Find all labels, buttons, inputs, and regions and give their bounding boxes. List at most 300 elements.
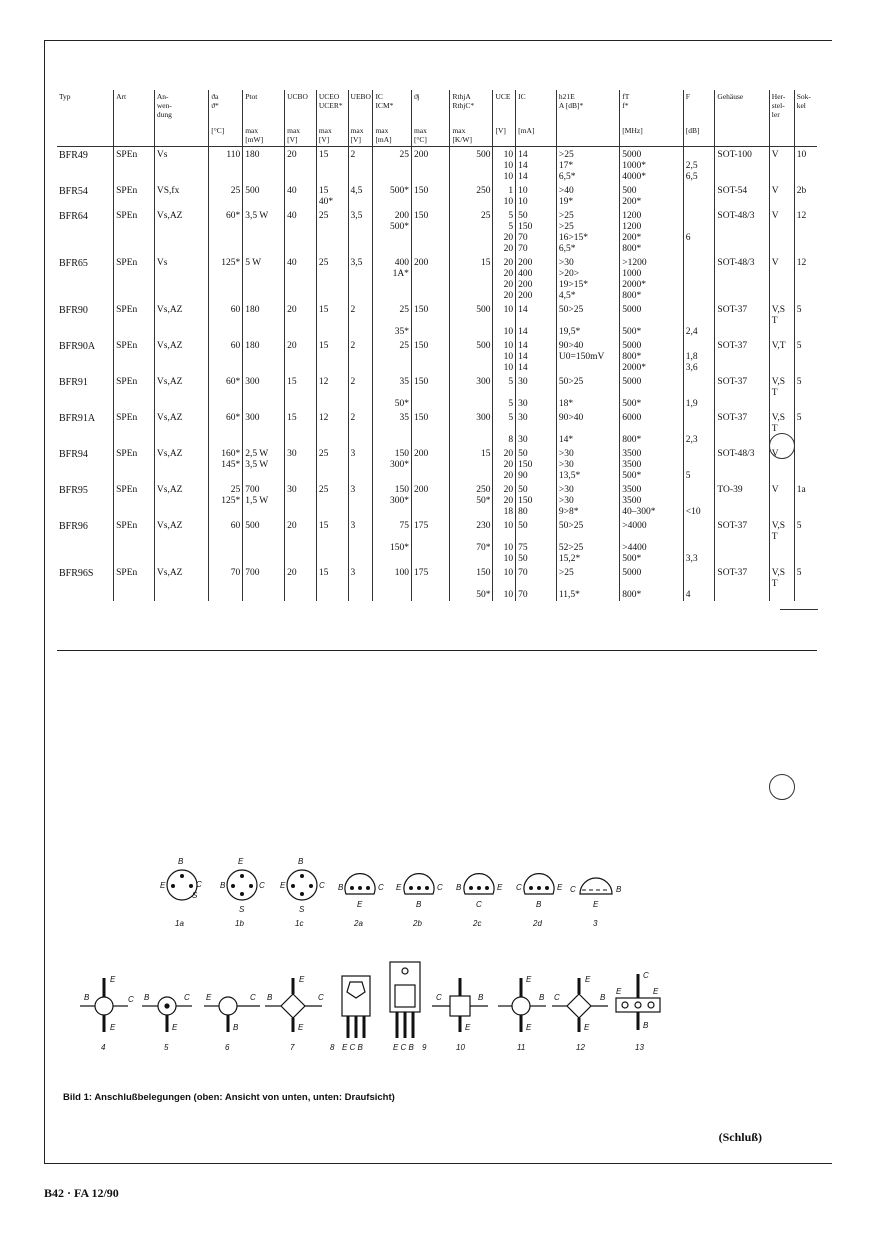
table-cell	[209, 244, 243, 255]
pinout-11	[498, 978, 546, 1032]
table-cell: 40	[285, 255, 317, 269]
table-cell	[114, 291, 155, 302]
table-cell	[411, 197, 450, 208]
table-cell	[794, 327, 817, 338]
svg-text:10: 10	[456, 1043, 465, 1052]
column-header: fT f*	[620, 90, 683, 126]
table-cell: 15	[316, 518, 348, 543]
table-cell: SPEn	[114, 183, 155, 197]
svg-text:E: E	[110, 1023, 116, 1032]
table-cell: 70	[516, 590, 557, 601]
table-cell	[316, 435, 348, 446]
table-cell: 10	[516, 197, 557, 208]
table-cell	[57, 507, 114, 518]
table-cell: 2,3	[683, 435, 715, 446]
table-cell: V,S T	[769, 565, 794, 590]
table-cell	[114, 554, 155, 565]
table-cell	[285, 496, 317, 507]
table-cell	[154, 233, 208, 244]
table-cell	[285, 399, 317, 410]
table-cell: SPEn	[114, 518, 155, 543]
table-cell	[450, 172, 493, 183]
table-cell	[285, 222, 317, 233]
svg-text:C: C	[128, 995, 134, 1004]
table-cell: 10	[493, 172, 516, 183]
table-cell	[114, 507, 155, 518]
table-cell: 500*	[620, 327, 683, 338]
table-cell	[285, 280, 317, 291]
table-cell: 180	[243, 338, 285, 352]
table-cell: SPEn	[114, 482, 155, 496]
table-cell: 700	[243, 482, 285, 496]
table-cell	[450, 554, 493, 565]
table-cell	[769, 363, 794, 374]
table-cell: V	[769, 208, 794, 222]
svg-text:S: S	[299, 905, 305, 914]
table-cell	[683, 338, 715, 352]
table-cell	[114, 399, 155, 410]
table-cell	[209, 543, 243, 554]
table-cell	[411, 172, 450, 183]
table-cell	[243, 269, 285, 280]
table-cell	[114, 327, 155, 338]
table-cell	[769, 244, 794, 255]
table-cell: 16>15*	[556, 233, 619, 244]
table-cell	[373, 280, 412, 291]
table-cell	[316, 327, 348, 338]
svg-text:B: B	[456, 883, 462, 892]
pinout-4	[80, 978, 128, 1032]
table-bottom-rule	[57, 650, 817, 651]
table-cell	[683, 269, 715, 280]
svg-text:B: B	[643, 1021, 649, 1030]
column-header: An- wen- dung	[154, 90, 208, 126]
table-cell: 200*	[620, 197, 683, 208]
table-cell	[209, 233, 243, 244]
table-cell: 15	[316, 183, 348, 197]
svg-text:12: 12	[576, 1043, 585, 1052]
table-header-row	[57, 90, 817, 126]
table-cell: Vs,AZ	[154, 446, 208, 460]
table-cell	[683, 482, 715, 496]
table-cell: 200	[411, 446, 450, 460]
table-row	[57, 446, 817, 460]
table-cell: 500	[450, 338, 493, 352]
table-cell	[683, 496, 715, 507]
table-cell: 25	[373, 302, 412, 327]
column-unit: max [°C]	[411, 126, 450, 147]
table-cell	[114, 471, 155, 482]
table-cell	[794, 222, 817, 233]
table-cell: BFR94	[59, 449, 88, 460]
table-cell	[285, 352, 317, 363]
table-cell	[450, 244, 493, 255]
table-cell: 3,5 W	[243, 208, 285, 222]
table-cell: 3,5 W	[243, 460, 285, 471]
column-header: F	[683, 90, 715, 126]
table-cell	[769, 471, 794, 482]
table-cell: 5	[493, 374, 516, 399]
table-cell	[57, 291, 114, 302]
table-row	[57, 471, 817, 482]
table-cell	[715, 471, 769, 482]
table-cell	[683, 183, 715, 197]
table-cell	[154, 471, 208, 482]
table-cell: 75	[373, 518, 412, 543]
table-cell: 2	[348, 410, 373, 435]
table-cell	[154, 161, 208, 172]
svg-text:C: C	[437, 883, 443, 892]
table-cell	[209, 554, 243, 565]
pinout-8	[342, 976, 370, 1038]
table-row	[57, 543, 817, 554]
table-cell: 14	[516, 302, 557, 327]
table-cell	[411, 399, 450, 410]
table-row	[57, 518, 817, 543]
svg-text:B: B	[536, 900, 542, 909]
table-cell	[154, 496, 208, 507]
table-cell	[794, 244, 817, 255]
table-cell: 3	[348, 446, 373, 460]
svg-text:E: E	[172, 1023, 178, 1032]
table-cell: 150	[450, 565, 493, 590]
table-row	[57, 172, 817, 183]
table-cell: 800*	[620, 590, 683, 601]
table-cell: 12	[316, 374, 348, 399]
table-cell: 150	[373, 482, 412, 496]
table-cell	[450, 471, 493, 482]
table-cell: 6,5	[683, 172, 715, 183]
table-cell: 14	[516, 363, 557, 374]
table-cell: 150	[411, 338, 450, 352]
table-cell: 20	[493, 233, 516, 244]
table-row	[57, 269, 817, 280]
table-cell: 200	[516, 255, 557, 269]
end-mark: (Schluß)	[718, 1130, 762, 1144]
table-cell	[154, 554, 208, 565]
table-cell: BFR90	[59, 305, 88, 316]
table-cell: 180	[243, 147, 285, 162]
table-cell: SOT-37	[715, 565, 769, 590]
table-cell	[373, 352, 412, 363]
table-cell	[57, 554, 114, 565]
svg-text:E: E	[526, 1023, 532, 1032]
table-cell: 20	[493, 460, 516, 471]
column-header: ϑj	[411, 90, 450, 126]
table-cell: 500	[243, 183, 285, 197]
pinout-12	[552, 978, 608, 1032]
table-cell	[209, 269, 243, 280]
table-cell	[715, 269, 769, 280]
table-cell	[285, 172, 317, 183]
table-cell: 1,8	[683, 352, 715, 363]
column-unit	[715, 126, 769, 147]
table-cell	[316, 471, 348, 482]
table-cell	[794, 399, 817, 410]
svg-text:E: E	[396, 883, 402, 892]
table-cell: 50>25	[556, 374, 619, 399]
table-cell	[411, 543, 450, 554]
table-cell: 160*	[209, 446, 243, 460]
table-cell	[769, 543, 794, 554]
table-cell: 50>25	[556, 518, 619, 543]
table-cell	[411, 222, 450, 233]
table-cell	[715, 222, 769, 233]
svg-text:2b: 2b	[413, 919, 422, 928]
table-cell: 200	[373, 208, 412, 222]
table-cell: 15	[450, 255, 493, 269]
table-cell	[57, 172, 114, 183]
pinout-2d	[516, 874, 563, 928]
table-cell: 4,5*	[556, 291, 619, 302]
table-cell: 50	[516, 208, 557, 222]
table-cell	[373, 363, 412, 374]
table-cell: 30	[285, 446, 317, 460]
svg-text:E: E	[206, 993, 212, 1002]
table-cell	[243, 291, 285, 302]
table-cell	[411, 269, 450, 280]
table-cell: >20>	[556, 269, 619, 280]
table-cell: 5000	[620, 374, 683, 399]
table-cell	[348, 399, 373, 410]
table-cell: 90>40	[556, 410, 619, 435]
table-cell	[411, 363, 450, 374]
table-cell: V,S T	[769, 410, 794, 435]
table-cell: 150	[516, 496, 557, 507]
svg-text:C: C	[476, 900, 482, 909]
table-cell	[683, 208, 715, 222]
table-cell: >4400	[620, 543, 683, 554]
table-cell: 30	[516, 435, 557, 446]
table-cell: >30	[556, 496, 619, 507]
table-cell: 20	[493, 269, 516, 280]
table-cell	[683, 291, 715, 302]
table-cell: 10	[493, 327, 516, 338]
table-cell: 40*	[316, 197, 348, 208]
table-cell: BFR91A	[59, 413, 96, 424]
table-cell: 150	[411, 183, 450, 197]
table-cell	[316, 399, 348, 410]
column-unit: [dB]	[683, 126, 715, 147]
table-row	[57, 482, 817, 496]
svg-text:13: 13	[635, 1043, 644, 1052]
table-cell	[683, 446, 715, 460]
table-cell	[373, 590, 412, 601]
table-cell	[114, 590, 155, 601]
column-header: Gehäuse	[715, 90, 769, 126]
table-cell	[243, 244, 285, 255]
table-cell: 30	[516, 410, 557, 435]
table-cell	[285, 554, 317, 565]
table-cell	[794, 507, 817, 518]
svg-text:B: B	[220, 881, 226, 890]
table-row	[57, 435, 817, 446]
svg-text:B: B	[478, 993, 484, 1002]
table-cell	[683, 518, 715, 543]
table-cell: 25	[316, 208, 348, 222]
table-cell	[715, 460, 769, 471]
table-cell	[348, 590, 373, 601]
column-header: UEBO	[348, 90, 373, 126]
table-cell	[114, 172, 155, 183]
table-cell: 150	[373, 446, 412, 460]
table-cell	[154, 399, 208, 410]
table-cell: 10	[794, 147, 817, 162]
table-cell	[683, 255, 715, 269]
table-cell: 5	[794, 302, 817, 327]
table-cell: SOT-37	[715, 338, 769, 352]
table-cell: 14	[516, 161, 557, 172]
table-cell	[285, 161, 317, 172]
table-cell	[715, 507, 769, 518]
pinout-9	[390, 962, 420, 1038]
table-cell	[373, 291, 412, 302]
svg-text:8: 8	[330, 1043, 335, 1052]
table-row	[57, 208, 817, 222]
table-cell	[794, 446, 817, 460]
column-unit: [MHz]	[620, 126, 683, 147]
table-cell: 5000	[620, 565, 683, 590]
table-cell	[769, 161, 794, 172]
table-cell: 1	[493, 183, 516, 197]
table-cell	[316, 496, 348, 507]
svg-text:C: C	[184, 993, 190, 1002]
table-cell	[209, 352, 243, 363]
table-unit-row	[57, 126, 817, 147]
table-cell	[450, 233, 493, 244]
table-cell	[769, 399, 794, 410]
table-cell	[348, 172, 373, 183]
table-cell	[450, 460, 493, 471]
table-cell: 400	[516, 269, 557, 280]
table-cell: SPEn	[114, 410, 155, 435]
table-cell: 15	[316, 147, 348, 162]
table-cell	[348, 233, 373, 244]
table-cell: 20	[493, 446, 516, 460]
table-cell: 13,5*	[556, 471, 619, 482]
table-cell	[285, 363, 317, 374]
table-cell	[243, 590, 285, 601]
table-cell	[243, 435, 285, 446]
table-cell	[794, 460, 817, 471]
table-cell	[373, 233, 412, 244]
table-cell	[57, 399, 114, 410]
table-cell: V	[769, 446, 794, 460]
svg-text:C: C	[570, 885, 576, 894]
svg-text:3: 3	[593, 919, 598, 928]
table-cell	[769, 507, 794, 518]
table-cell	[154, 363, 208, 374]
table-cell	[243, 327, 285, 338]
table-row	[57, 363, 817, 374]
table-cell: 11,5*	[556, 590, 619, 601]
table-cell	[316, 172, 348, 183]
table-cell: 50	[516, 446, 557, 460]
table-cell	[285, 327, 317, 338]
table-cell: BFR54	[59, 186, 88, 197]
table-cell: 500*	[620, 399, 683, 410]
table-row	[57, 291, 817, 302]
table-cell: 3	[348, 565, 373, 590]
table-cell: 2000*	[620, 280, 683, 291]
table-cell	[316, 507, 348, 518]
table-cell: BFR95	[59, 485, 88, 496]
table-cell	[348, 460, 373, 471]
table-cell: 40	[285, 183, 317, 197]
table-cell: 500	[450, 302, 493, 327]
table-cell	[285, 543, 317, 554]
table-cell: 1000*	[620, 161, 683, 172]
table-cell	[57, 197, 114, 208]
table-cell	[794, 543, 817, 554]
pinout-13	[616, 974, 660, 1030]
column-header: IC ICM*	[373, 90, 412, 126]
svg-text:E: E	[299, 975, 305, 984]
table-cell	[683, 410, 715, 435]
column-unit: max [V]	[316, 126, 348, 147]
pinout-2b	[396, 874, 443, 928]
table-cell	[154, 172, 208, 183]
table-cell: 10	[493, 518, 516, 543]
table-cell: 3,3	[683, 554, 715, 565]
table-cell: 14	[516, 327, 557, 338]
table-cell	[57, 460, 114, 471]
table-cell: Vs,AZ	[154, 338, 208, 352]
table-cell	[373, 435, 412, 446]
table-cell	[715, 233, 769, 244]
table-cell: 500*	[373, 183, 412, 197]
table-cell: 90>40	[556, 338, 619, 352]
table-cell: 5	[493, 410, 516, 435]
table-row	[57, 338, 817, 352]
svg-text:E: E	[465, 1023, 471, 1032]
table-cell: V	[769, 482, 794, 496]
svg-text:E: E	[557, 883, 563, 892]
table-cell	[57, 327, 114, 338]
table-cell: 125*	[209, 496, 243, 507]
table-cell	[154, 507, 208, 518]
table-cell: 200	[516, 280, 557, 291]
column-unit: max [K/W]	[450, 126, 493, 147]
svg-text:4: 4	[101, 1043, 106, 1052]
table-row	[57, 244, 817, 255]
table-cell: 100	[373, 565, 412, 590]
table-row	[57, 183, 817, 197]
table-cell: Vs,AZ	[154, 518, 208, 543]
table-cell	[715, 172, 769, 183]
table-cell	[209, 435, 243, 446]
table-cell	[450, 435, 493, 446]
table-cell	[316, 460, 348, 471]
table-cell: 500*	[373, 222, 412, 233]
table-cell	[154, 590, 208, 601]
table-cell: 200*	[620, 233, 683, 244]
table-cell: 20	[493, 291, 516, 302]
table-cell: 35	[373, 410, 412, 435]
table-cell: SPEn	[114, 565, 155, 590]
table-cell	[243, 233, 285, 244]
table-cell: BFR65	[59, 258, 88, 269]
table-cell	[57, 269, 114, 280]
table-row	[57, 399, 817, 410]
table-cell	[348, 197, 373, 208]
svg-text:1a: 1a	[175, 919, 184, 928]
table-cell: SOT-54	[715, 183, 769, 197]
table-cell	[285, 435, 317, 446]
table-cell	[243, 172, 285, 183]
svg-text:E: E	[357, 900, 363, 909]
table-cell	[794, 197, 817, 208]
